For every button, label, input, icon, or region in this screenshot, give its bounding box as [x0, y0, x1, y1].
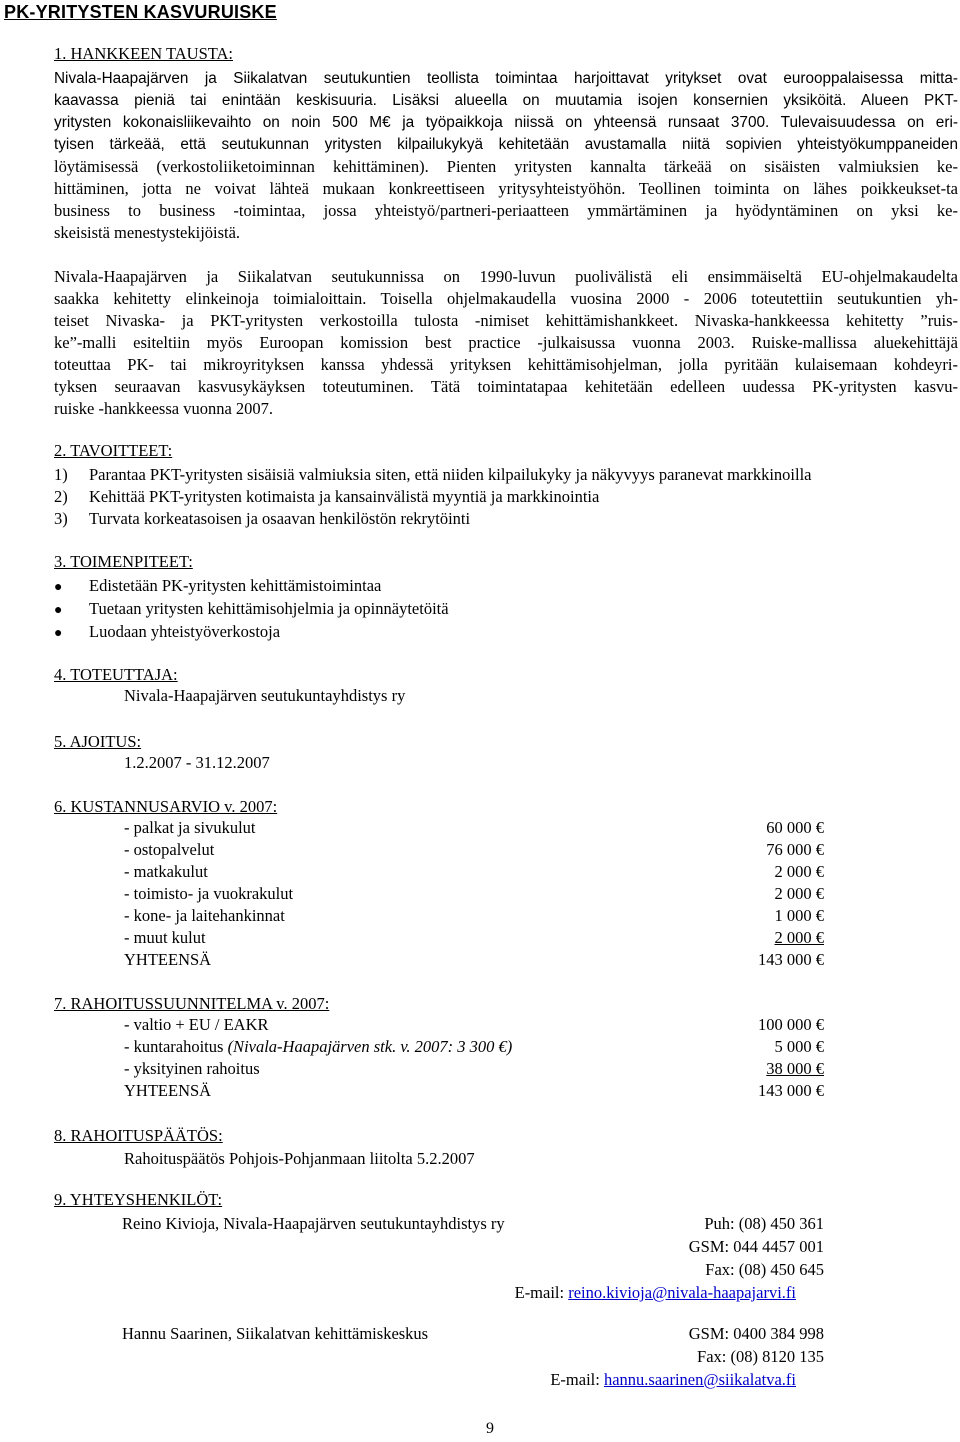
- contact-row: [54, 1281, 958, 1304]
- schedule-dates: 1.2.2007 - 31.12.2007: [124, 753, 270, 772]
- cost-amount: 2 000 €: [774, 884, 824, 903]
- paragraph-line: kaavassa pieniä tai enintään keskisuuria. Lisäksi alueella on muutamia isojen konsernien yksiköitä. Alueen PKT-: [54, 92, 958, 109]
- contact-row: [54, 1235, 958, 1258]
- paragraph-line: yritysten kokonaisliikevaihto on noin 500 M€ ja työpaikkoja niissä on yhteensä runsaat 3700. Tulevaisuudessa on eri-: [54, 114, 958, 131]
- funding-total-label: YHTEENSÄ: [124, 1081, 212, 1100]
- goals-list: [54, 464, 958, 530]
- cost-amount: 1 000 €: [774, 906, 824, 925]
- goal-number: 1): [54, 465, 68, 484]
- funding-amount: 100 000 €: [758, 1015, 824, 1034]
- funding-total-amount: 143 000 €: [758, 1081, 824, 1100]
- table-row: [54, 1036, 958, 1058]
- section-implementer: [54, 665, 958, 707]
- section-heading-goals: 2. TAVOITTEET:: [54, 441, 173, 460]
- section-heading-funding-plan: 7. RAHOITUSSUUNNITELMA v. 2007:: [54, 994, 330, 1013]
- contact-row: [54, 1322, 958, 1345]
- action-text: Tuetaan yritysten kehittämisohjelmia ja opinnäytetöitä: [89, 599, 449, 618]
- cost-label: - ostopalvelut: [124, 840, 215, 859]
- paragraph-line: saakka kehitetty elinkeinoja toimialoittain. Toisella ohjelmakaudella vuosina 2000 - 2006 toteutettiin seutukuntien yh-: [54, 289, 958, 308]
- paragraph-line: skeisistä menestystekijöistä.: [54, 223, 241, 242]
- actions-list: [54, 574, 958, 643]
- section-actions: [54, 552, 958, 643]
- list-item: [54, 486, 958, 508]
- paragraph-line: Nivala-Haapajärven ja Siikalatvan seutukunnissa on 1990-luvun puolivälistä eli ensimmäiseltä EU-ohjelmakaudelta: [54, 267, 958, 286]
- contact-email-wrap: [515, 1281, 796, 1304]
- section-heading-cost-estimate: 6. KUSTANNUSARVIO v. 2007:: [54, 797, 278, 816]
- goal-number: 3): [54, 509, 68, 528]
- contact-reino: [54, 1212, 958, 1304]
- document-title: PK-YRITYSTEN KASVURUISKE: [4, 2, 277, 22]
- implementer-name: Nivala-Haapajärven seutukuntayhdistys ry: [124, 686, 406, 705]
- contact-row: [54, 1258, 958, 1281]
- contact-gsm: GSM: 044 4457 001: [688, 1237, 824, 1256]
- table-row: [54, 861, 958, 883]
- contact-name: Hannu Saarinen, Siikalatvan kehittämiskeskus: [122, 1324, 429, 1343]
- bullet-icon: ●: [54, 580, 63, 595]
- list-item: [54, 620, 958, 643]
- funding-label: - valtio + EU / EAKR: [124, 1015, 269, 1034]
- contact-hannu: [54, 1322, 958, 1391]
- paragraph-line: tyisen tärkeää, että seutukunnan yritysten kilpailukykyä kehitetään avustamalla niitä sopivien yhteistyökumppaneiden: [54, 136, 958, 153]
- bullet-icon: ●: [54, 626, 63, 641]
- contact-name: Reino Kivioja, Nivala-Haapajärven seutukuntayhdistys ry: [122, 1214, 505, 1233]
- section-cost-estimate: [54, 797, 958, 971]
- goal-text: Parantaa PKT-yritysten sisäisiä valmiuksia siten, että niiden kilpailukyky ja näkyvyys paranevat markkinoilla: [89, 465, 812, 484]
- section-funding-decision: [54, 1126, 958, 1170]
- section-schedule: [54, 732, 958, 774]
- background-paragraph-1: [54, 68, 958, 244]
- contact-row: [54, 1212, 958, 1235]
- contact-phone: Puh: (08) 450 361: [704, 1214, 824, 1233]
- cost-label: - toimisto- ja vuokrakulut: [124, 884, 294, 903]
- section-contacts: [54, 1190, 958, 1391]
- table-row: [54, 927, 958, 949]
- page-number: 9: [486, 1420, 494, 1437]
- section-goals: [54, 441, 958, 530]
- cost-label: - muut kulut: [124, 928, 206, 947]
- contact-row: [54, 1368, 958, 1391]
- paragraph-line: toteuttaa PK- tai mikroyrityksen kanssa yhdessä yrityksen kehittämisohjelman, jolla pyritään kulaisemaan kohdeyri-: [54, 355, 958, 374]
- paragraph-line: ke”-malli esiteltiin myös Euroopan komission best practice -julkaisussa vuonna 2003. Ruiske-mallissa aluekehittäjä: [54, 333, 958, 352]
- cost-label: - kone- ja laitehankinnat: [124, 906, 285, 925]
- table-row: [54, 883, 958, 905]
- section-heading-schedule: 5. AJOITUS:: [54, 732, 142, 751]
- table-row: [54, 905, 958, 927]
- goal-text: Turvata korkeatasoisen ja osaavan henkilöstön rekrytöinti: [89, 509, 471, 528]
- section-heading-actions: 3. TOIMENPITEET:: [54, 552, 193, 571]
- background-paragraph-2: [54, 266, 958, 420]
- cost-amount: 76 000 €: [766, 840, 824, 859]
- paragraph-line: business to business -toimintaa, jossa yhteistyö/partneri-periaatteen ymmärtäminen ja hyödyntäminen on yksi ke-: [54, 201, 958, 220]
- contact-fax: Fax: (08) 450 645: [705, 1260, 824, 1279]
- funding-decision-text: Rahoituspäätös Pohjois-Pohjanmaan liitolta 5.2.2007: [124, 1149, 475, 1168]
- section-heading-funding-decision: 8. RAHOITUSPÄÄTÖS:: [54, 1126, 223, 1145]
- cost-label: - palkat ja sivukulut: [124, 818, 256, 837]
- list-item: [54, 508, 958, 530]
- cost-amount: 60 000 €: [766, 818, 824, 837]
- action-text: Luodaan yhteistyöverkostoja: [89, 622, 281, 641]
- paragraph-line: ruiske -hankkeessa vuonna 2007.: [54, 399, 274, 418]
- list-item: [54, 464, 958, 486]
- cost-table: [54, 817, 958, 971]
- bullet-icon: ●: [54, 603, 63, 618]
- section-heading-contacts: 9. YHTEYSHENKILÖT:: [54, 1190, 223, 1209]
- cost-label: - matkakulut: [124, 862, 208, 881]
- funding-table: [54, 1014, 958, 1102]
- funding-total-row: [54, 1080, 958, 1102]
- contact-email-link[interactable]: hannu.saarinen@siikalatva.fi: [603, 1370, 796, 1389]
- paragraph-line: hittäminen, jotta ne voivat lähteä mukaan konkreettiseen yritysyhteistyöhön. Teollinen toiminta on lähes poikkeukset-ta: [54, 179, 958, 198]
- funding-label: - yksityinen rahoitus: [124, 1059, 260, 1078]
- funding-amount: 38 000 €: [766, 1059, 824, 1078]
- funding-label: - kuntarahoitus: [124, 1037, 228, 1056]
- action-text: Edistetään PK-yritysten kehittämistoimintaa: [89, 576, 382, 595]
- list-item: [54, 597, 958, 620]
- funding-label-wrap: [124, 1036, 512, 1058]
- section-heading-background: 1. HANKKEEN TAUSTA:: [54, 44, 234, 63]
- table-row: [54, 1014, 958, 1036]
- paragraph-line: tyksen seuraavan kasvusykäyksen toteutuminen. Tätä toimintatapaa kehitetään edelleen uudessa PK-yritysten kasvu-: [54, 377, 958, 396]
- section-background: [54, 44, 958, 420]
- contact-email-wrap: [550, 1368, 796, 1391]
- cost-amount: 2 000 €: [774, 928, 824, 947]
- paragraph-line: Nivala-Haapajärven ja Siikalatvan seutukuntien teollista toimintaa harjoittavat yritykset ovat eurooppalaisessa mitta-: [54, 70, 958, 87]
- contact-email-label: E-mail:: [514, 1283, 569, 1302]
- list-item: [54, 574, 958, 597]
- paragraph-line: löytämisessä (verkostoliiketoiminnan kehittäminen). Pienten yritysten kannalta tärkeää on sisäisten valmiuksien ke-: [54, 157, 958, 176]
- table-row: [54, 839, 958, 861]
- funding-amount: 5 000 €: [774, 1037, 824, 1056]
- paragraph-line: teiset Nivaska- ja PKT-yritysten verkostoilla tulosta -nimiset kehittämishankkeet. Nivaska-hankkeessa kehitetty ”ruis-: [54, 311, 958, 330]
- contact-fax: Fax: (08) 8120 135: [697, 1347, 824, 1366]
- cost-total-label: YHTEENSÄ: [124, 950, 212, 969]
- contact-gsm: GSM: 0400 384 998: [688, 1324, 824, 1343]
- cost-total-row: [54, 949, 958, 971]
- contact-email-label: E-mail:: [550, 1370, 604, 1389]
- section-funding-plan: [54, 994, 958, 1102]
- table-row: [54, 817, 958, 839]
- contact-email-link[interactable]: reino.kivioja@nivala-haapajarvi.fi: [568, 1283, 796, 1302]
- section-heading-implementer: 4. TOTEUTTAJA:: [54, 665, 178, 684]
- table-row: [54, 1058, 958, 1080]
- goal-text: Kehittää PKT-yritysten kotimaista ja kansainvälistä myyntiä ja markkinointia: [89, 487, 600, 506]
- contact-row: [54, 1345, 958, 1368]
- funding-note: (Nivala-Haapajärven stk. v. 2007: 3 300 €): [227, 1037, 513, 1056]
- goal-number: 2): [54, 487, 68, 506]
- cost-total-amount: 143 000 €: [758, 950, 824, 969]
- cost-amount: 2 000 €: [774, 862, 824, 881]
